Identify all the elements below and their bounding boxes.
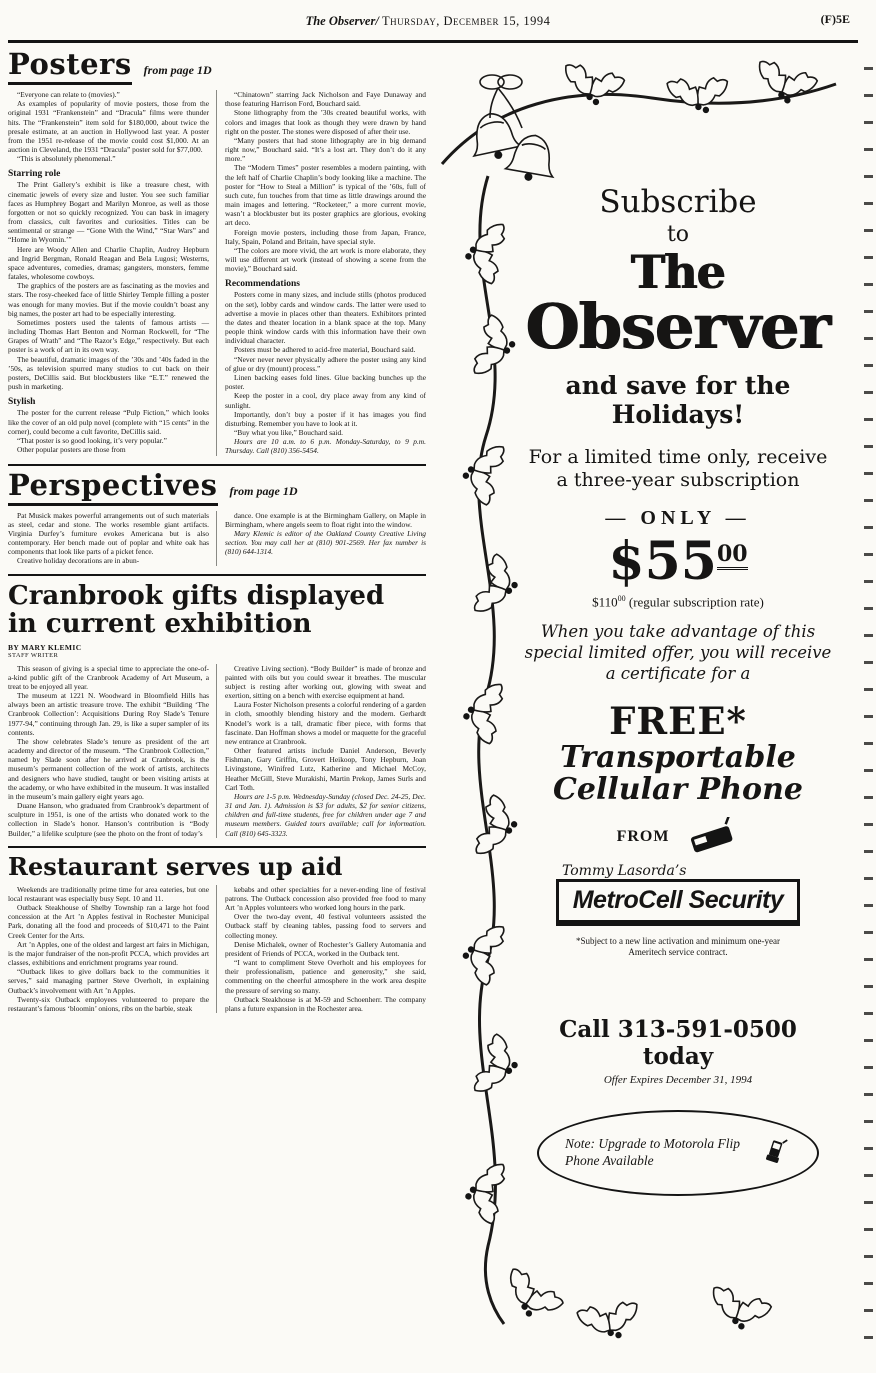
paragraph: “Chinatown” starring Jack Nicholson and Faye Dunaway and those featuring Harrison Ford, Bouchard said. [225, 90, 426, 109]
paragraph: Over the two-day event, 40 festival volunteers assisted the Outback staff by cleaning tables, passing food to servers and collecting money. [225, 912, 426, 940]
paragraph: The graphics of the posters are as fascinating as the movies and stars. The rosy-cheeked face of little Shirley Temple filling a poster was enough for many movies. But if the movie couldn’t boast any big names, the poster art had to be especially interesting. [8, 281, 209, 318]
paragraph: Sometimes posters used the talents of famous artists — including Thomas Hart Benton and Norman Rockwell, for “The Grapes of Wrath” and “The Razor’s Edge,” respectively. But each poster is a work of art in its own way. [8, 317, 209, 355]
paragraph: “I want to compliment Steve Overholt and his employees for their professionalism, patience and generosity,” she said, commenting on the cheerful atmosphere in the work area despite the pressure of serving so many. [225, 958, 426, 995]
paragraph: As examples of popularity of movie posters, those from the original 1931 “Frankenstein” and “Dracula” films were thunder hits. The “Frankenstein” item sold for $180,000, about twice the presale estimate, at an auction in Hollywood last year. A poster from the 1951 re-release of the movie could cost $1,000. At an auction in Cleveland, the 1931 “Dracula” poster sold for $77,000. [8, 99, 209, 155]
byline [8, 643, 426, 660]
page-number: (F)5E [820, 12, 850, 26]
paragraph: The show celebrates Slade’s tenure as president of the art academy and director of the museum. “The Cranbrook Collection,” named by Slade soon after he arrived at Cranbrook, is the museum’s permanent collection of the work of artists, architects and designers who have studied, taught or been visiting artists at the academy, or who have exhibited in the museum. It was installed in the museum’s main gallery eight years ago. [8, 736, 209, 801]
paragraph: Creative holiday decorations are in abun- [17, 556, 140, 566]
byline-author: BY MARY KLEMIC [8, 642, 82, 652]
paragraph: Importantly, don’t buy a poster if it has images you find disturbing. Remember you have to look at it. [225, 409, 426, 428]
paragraph: “Buy what you like,” Bouchard said. [234, 428, 343, 438]
posters-subhead-recommendations: Recommendations [225, 279, 300, 290]
paragraph: Stone lithography from the ’30s created beautiful works, with colors and images that look as though they were drawn by hand right on the poster. The stones were disposed of after their use. [225, 108, 426, 136]
cranbrook-hours-note: Hours are 1-5 p.m. Wednesday-Sunday (closed Dec. 24-25, Dec. 31 and Jan. 1). Admission is $3 for adults, $2 for senior citizens, children and full-time students, free for children under age 7 and museum members. Guided tours available; call for information. Call (810) 645-3323. [225, 791, 426, 838]
paragraph: “That poster is so good looking, it’s very popular.” [17, 435, 167, 445]
paragraph: Here are Woody Allen and Charlie Chaplin, Audrey Hepburn and Ingrid Bergman, Ronald Reagan and Bela Lugosi; Westerns, space adventures, comedies, dramas; gangsters, monsters, femme fatales, wholesome cowboys. [8, 244, 209, 282]
paragraph: The museum at 1221 N. Woodward in Bloomfield Hills has always been an artistic treasure trove. The exhibit “Building ‘The Cranbrook Collection’: Acquisitions During Roy Slade’s Tenure 1977-94,” continuing through Jan. 29, is like a super sampler of its contents. [8, 691, 209, 737]
ad-free-label: FREE* [609, 698, 747, 743]
paragraph: “The colors are more vivid, the art work is more elaborate, they will use different art work (instead of showing a scene from the movie),” Bouchard said. [225, 245, 426, 274]
paragraph: Foreign movie posters, including those from Japan, France, Italy, Spain, Poland and Britain, have special style. [225, 227, 426, 246]
posters-column-1 [8, 90, 216, 456]
posters-subhead-starring-role: Starring role [8, 169, 61, 180]
cranbrook-headline [8, 582, 426, 638]
posters-hours-note: Hours are 10 a.m. to 6 p.m. Monday-Saturday, to 9 p.m. Thursday. Call (810) 356-5454. [225, 437, 426, 456]
metrocell-wordmark: MetroCell Security [556, 879, 801, 926]
observer-wordmark: Observer [525, 290, 831, 363]
scan-edge-artifacts [864, 58, 873, 1353]
bells-icon [466, 75, 559, 185]
paragraph: Outback Steakhouse is at M-59 and Schoenherr. The company plans a future expansion in the Rochester area. [225, 994, 426, 1013]
paragraph: Weekends are traditionally prime time for area eateries, but one local restaurant was especially busy Sept. 10 and 11. [8, 884, 209, 903]
ad-limited-offer-line: For a limited time only, receive a three-year subscription [528, 445, 828, 492]
cranbrook-column-2 [216, 664, 426, 838]
ad-content [522, 184, 834, 1196]
perspectives-continued-from: from page 1D [229, 483, 298, 498]
cranbrook-headline-line1: Cranbrook gifts displayed [8, 580, 385, 611]
masthead [0, 14, 856, 29]
flip-phone-icon [760, 1130, 791, 1176]
subscription-advertisement [430, 46, 840, 1358]
ad-to-text: to [666, 222, 690, 247]
editor-contact-note: Mary Klemic is editor of the Oakland County Creative Living section. You may call her at (810) 901-2569. Her fax number is (810) 644-1314. [225, 528, 426, 557]
paragraph: “Many posters that had stone lithography are in big demand right now,” Bouchard said. “It’s a lost art. They don’t do it any more.” [225, 135, 426, 164]
ad-expiration-note: Offer Expires December 31, 1994 [603, 1074, 753, 1087]
restaurant-article [8, 846, 426, 1013]
flip-phone-upgrade-note [537, 1110, 819, 1196]
posters-column-2 [216, 90, 426, 456]
paragraph: Outback Steakhouse of Shelby Township ran a large hot food concession at the Art ’n Apples festival in Rochester Municipal Park, donating all the food and proceeds of $10,471 to the Paint Creek Center for the Arts. [8, 903, 209, 940]
metrocell-logo [522, 863, 834, 926]
price-dollars: $55 [608, 531, 717, 593]
paragraph: Art ’n Apples, one of the oldest and largest art fairs in Michigan, is the major fundraiser of the non-profit PCCA, which provides art classes, exhibitions and enrichment programs year round. [8, 939, 209, 968]
editorial-region [8, 48, 426, 1013]
cranbrook-article [8, 574, 426, 838]
restaurant-column-2 [216, 885, 426, 1013]
paragraph: kebabs and other specialties for a never-ending line of festival patrons. The Outback concession also provided free food to many Art ’n Apples volunteers who worked long hours in the park. [225, 884, 426, 913]
perspectives-article [8, 464, 426, 566]
ad-regular-price [522, 594, 834, 610]
paragraph: “Outback likes to give dollars back to the communities it serves,” said managing partner Steve Overholt, in explaining Outback’s involvement with Art ’n Apples. [8, 967, 209, 995]
cranbrook-headline-line2: in current exhibition [8, 608, 312, 639]
posters-article [8, 47, 426, 456]
masthead-rule [8, 40, 858, 43]
paragraph: Other popular posters are those from [17, 445, 126, 455]
observer-wordmark-the: The [631, 245, 725, 299]
perspectives-column-2 [216, 511, 426, 566]
ad-only-label: — ONLY — [605, 507, 751, 530]
masthead-date: Thursday, December 15, 1994 [381, 14, 551, 28]
paragraph: Laura Foster Nicholson presents a colorful rendering of a garden in cloth, smoothly blending history and the modern. Gerhardt Knodel’s work is a tall, dramatic fiber piece, with forms that fascinate. Dan Hoffman shows a model or maquette for the graceful new entrance at Cranbrook. [225, 700, 426, 746]
paragraph: Keep the poster in a cool, dry place away from any kind of sunlight. [225, 391, 426, 410]
ad-phone-line2: Cellular Phone [553, 772, 803, 808]
paragraph: The beautiful, dramatic images of the ’30s and ’40s faded in the ’50s, as television spurred many studios to cut back on their posters, DeCillis said. But blockbusters like “E.T.” renewed the push in marketing. [8, 354, 209, 392]
ad-advantage-line: When you take advantage of this special limited offer, you will receive a certificate for a [524, 621, 832, 684]
paragraph: Posters come in many sizes, and include stills (photos produced on the set), lobby cards and window cards. The latter were used to advertise a movie in places other than theaters. Exhibitors printed the dates and theater location in a blank space at the top. Many people think window cards with this information have their own individual character. [225, 290, 426, 346]
paragraph: Duane Hanson, who graduated from Cranbrook’s department of sculpture in 1951, is one of the artists who donated work to the collection in Slade’s honor. Hanson’s contribution is “Body Builder,” a lifelike sculpture (see the photo on the front of today’s [8, 801, 209, 838]
perspectives-headline: Perspectives [8, 471, 218, 506]
paragraph: The “Modern Times” poster resembles a modern painting, with the left half of Charlie Chaplin’s body looking like a machine. The poster for “How to Steal a Million” is typical of the ’60s, full of such cute, fun touches from that time as little drawings around the main images and lettering. “Rocketeer,” a more current movie, wasn’t a blockbuster but its poster graphics are glorious, evoking art deco. [225, 163, 426, 228]
posters-subhead-stylish: Stylish [8, 397, 36, 408]
paragraph: This season of giving is a special time to appreciate the one-of-a-kind public gift of the Cranbrook Academy of Art Museum, a treat to be enjoyed all year. [8, 663, 209, 691]
posters-headline: Posters [8, 50, 132, 85]
regular-note: (regular subscription rate) [625, 594, 764, 610]
paragraph: Twenty-six Outback employees volunteered to prepare the restaurant’s famous ‘bloomin’ onions, ribs on the barbie, steak [8, 994, 209, 1013]
ad-disclaimer: *Subject to a new line activation and minimum one-year Ameritech service contract. [576, 935, 780, 957]
ad-from-label: FROM [616, 827, 670, 845]
byline-role: STAFF WRITER [8, 651, 59, 659]
cell-phone-icon [685, 817, 739, 857]
paragraph: Linen backing eases fold lines. Glue backing bunches up the poster. [225, 372, 426, 392]
ad-save-line: and save for the Holidays! [565, 371, 791, 429]
paragraph: Other featured artists include Daniel Anderson, Beverly Fishman, Gary Griffin, Grovert Heikoop, Tony Hepburn, Joan Livingstone, Winifred Lutz, Katherine and Michael McCoy, Heather McGill, Steve Murakishi, Martin Prekop, James Surls and Carl Toth. [225, 746, 426, 792]
paragraph: The poster for the current release “Pulp Fiction,” which looks like the cover of an old pulp novel (complete with “15 cents” in the corner), could become a cult favorite, DeCillis said. [8, 408, 209, 436]
paragraph: “This is absolutely phenomenal.” [17, 154, 116, 164]
restaurant-headline: Restaurant serves up aid [8, 851, 343, 881]
ad-phone-offer [522, 739, 834, 808]
paragraph: The Print Gallery’s exhibit is like a treasure chest, with cinematic jewels of every size and luster. You see such familiar faces as Humphrey Bogart and Marilyn Monroe, as well as those forgotten or not so quickly recognized. You can bask in imagery from classics, cult favorites and curiosities. Titles can be sentimental or strange — “Gone With the Wind,” “Star Wars” and “Home in Wyomin.’” [8, 180, 209, 245]
cranbrook-column-1 [8, 664, 216, 838]
regular-dollars: $110 [592, 594, 618, 610]
paragraph: dance. One example is at the Birmingham Gallery, on Maple in Birmingham, where angels seem to float right into the window. [225, 510, 426, 529]
restaurant-column-1 [8, 885, 216, 1013]
paragraph: Pat Musick makes powerful arrangements out of such materials as steel, cedar and stone. The works resemble giant artifacts. Virginia Durfey’s furniture evokes Americana but is also contemporary. Her bench made out of poplar and white oak has components that look like parts of a picket fence. [8, 510, 209, 557]
regular-cents: 00 [617, 594, 626, 604]
price-cents: 00 [717, 541, 748, 570]
ad-price [522, 531, 834, 593]
paragraph: “Never never never physically adhere the poster using any kind of glue or dry (mount) process.” [225, 354, 426, 373]
upgrade-note-text: Note: Upgrade to Motorola Flip Phone Available [565, 1136, 740, 1169]
masthead-paper-name: The Observer/ [305, 14, 379, 28]
paragraph: Creative Living section). “Body Builder” is made of bronze and painted with oils but you could swear it breathes. The muscular subject is resting after working out, glowing with sweat and exertion, sitting on a bench with exercise equipment at hand. [225, 663, 426, 701]
paragraph: Denise Michalek, owner of Rochester’s Gallery Automania and president of Friends of PCCA, worked in the Outback tent. [225, 939, 426, 958]
perspectives-column-1 [8, 511, 216, 566]
ad-subscribe-text: Subscribe [599, 184, 757, 220]
ad-call-to-action: Call 313-591-0500 today [559, 1016, 797, 1071]
paragraph: “Everyone can relate to (movies).” [17, 90, 120, 99]
paragraph: Posters must be adhered to acid-free material, Bouchard said. [234, 345, 416, 355]
tommy-lasorda-script: Tommy Lasorda’s [562, 862, 687, 879]
posters-continued-from: from page 1D [143, 63, 212, 77]
ad-phone-line1: Transportable [560, 739, 796, 775]
